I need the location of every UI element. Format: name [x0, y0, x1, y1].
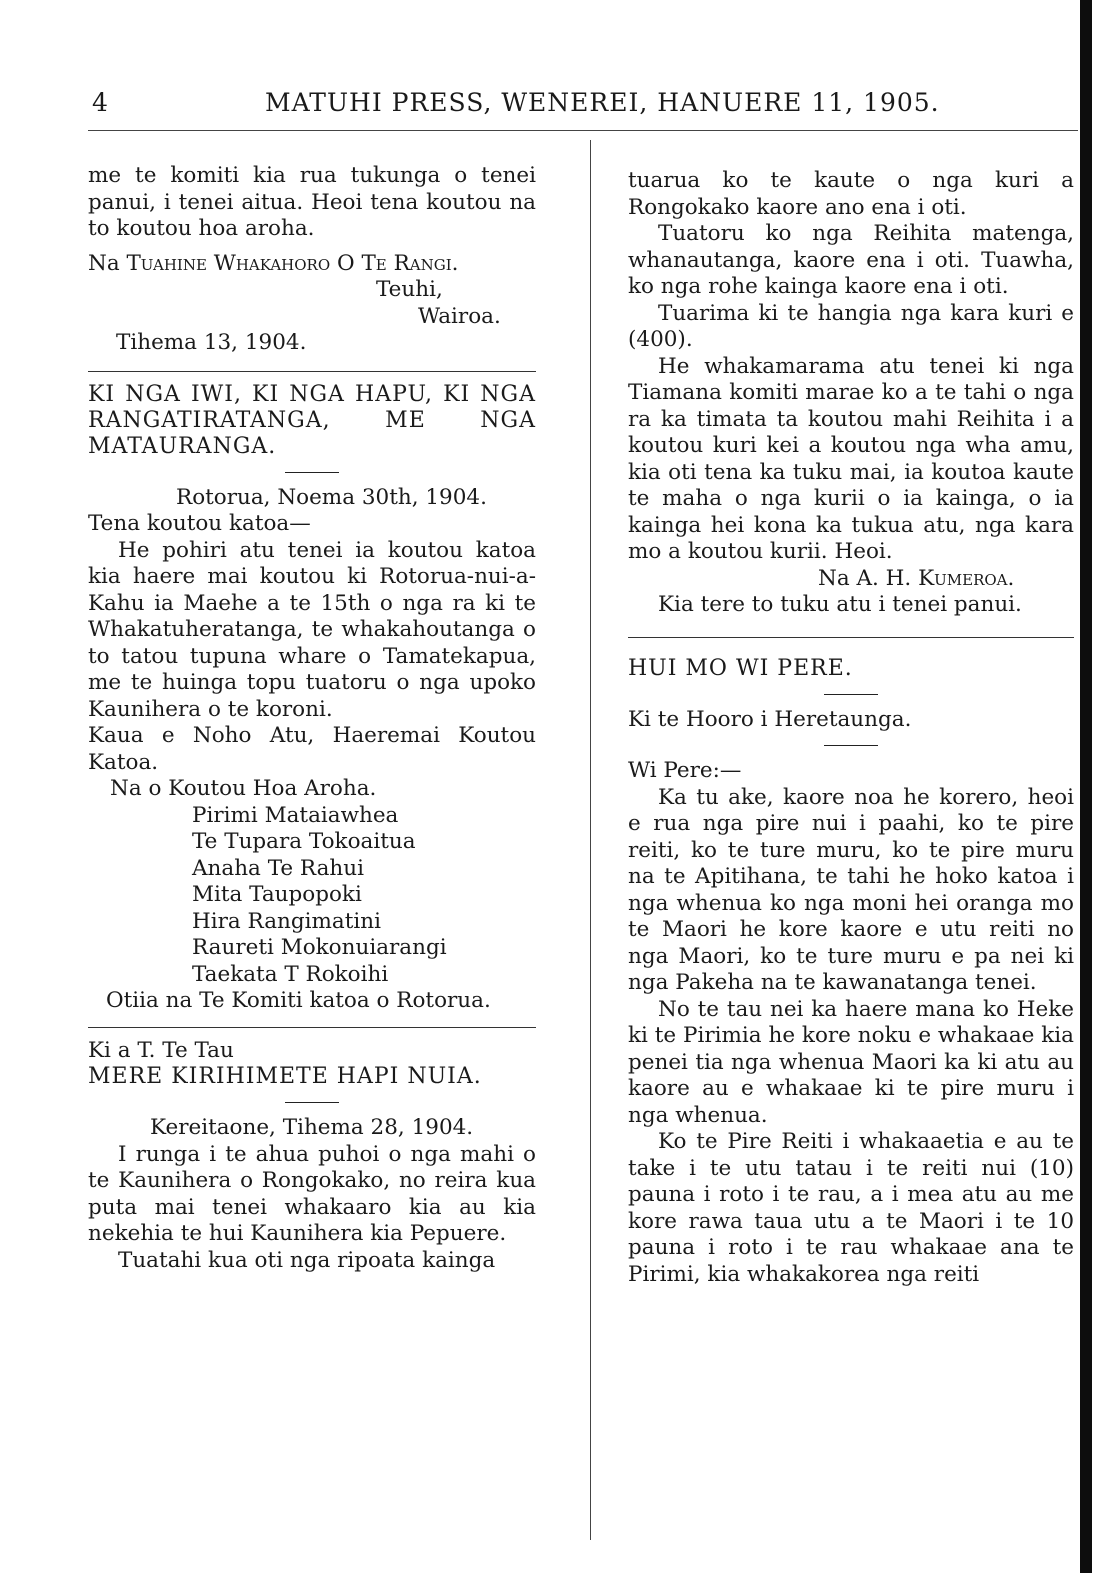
christmas-body-1: I runga i te ahua puhoi o nga mahi o te Kaunihera o Rongokako, no reira kua puta mai tenei whakaaro kia au kia nekehia te hui Kaunihera kia Pepuere. — [88, 1141, 536, 1246]
christmas-body-2: Tuatahi kua oti nga ripoata kainga — [118, 1247, 496, 1273]
letter-ending: me te komiti kia rua tukunga o tenei panui, i tenei aitua. Heoi tena koutou na to koutou hoa aroha. — [88, 163, 536, 241]
header-rule — [88, 130, 1078, 131]
gathering-closing-2: Na o Koutou Hoa Aroha. — [110, 776, 377, 801]
left-column — [88, 163, 536, 1274]
wi-pere-body-2: No te tau nei ka haere mana ko Heke ki te Pirimia he kore noku e whakaae kia penei tia nga whenua Maori ka ki atu au kaore au e whakaae ki te pire muru i nga whenua. — [628, 996, 1074, 1128]
letter-date: Tihema 13, 1904. — [116, 330, 307, 355]
signatory-name: Te Tupara Tokoaitua — [192, 829, 416, 854]
short-rule — [824, 694, 878, 695]
letter-place-line-2: Wairoa. — [418, 303, 501, 329]
wi-pere-body-3: Ko te Pire Reiti i whakaaetia e au te take i te utu tatau i te reiti nui (10) pauna i roto i te rau, a i mea atu au me kore rawa taua utu a te Maori i te 10 pauna i roto i te rau whakaae ana te Pirimi, kia whakakorea nga reiti — [628, 1129, 1074, 1287]
wi-pere-subheading: Ki te Hooro i Heretaunga. — [628, 706, 912, 732]
signatory-name: Anaha Te Rahui — [192, 855, 364, 881]
signatory-name: Pirimi Mataiawhea — [192, 802, 399, 828]
section-rule — [88, 1027, 536, 1028]
gathering-body: He pohiri atu tenei ia koutou katoa kia haere mai koutou ki Rotorua-nui-a-Kahu ia Maehe a te 15th o nga ra ki te Whakatuheratanga, te whakahoutanga o to tatou tupuna whare o Tamatekapua, me te huinga topu tuatoru o nga upoko Kaunihera o te koroni. — [88, 537, 536, 722]
report-para-4: He whakamarama atu tenei ki nga Tiamana komiti marae ko a te tahi o nga ra ka timata ta koutou mahi Reihita i a koutou kuri kei a koutou nga wha amu, kia oti tena ka tuku mai, ia koutoa kaute te maha o nga kurii o ia kainga, o ia kainga hei kona ka tukua atu, nga kara mo a koutou kurii. Heoi. — [628, 353, 1074, 564]
scan-edge-bar — [1080, 0, 1092, 1573]
gathering-closing-3: Otiia na Te Komiti katoa o Rotorua. — [106, 988, 491, 1013]
gathering-greeting: Tena koutou katoa— — [88, 511, 311, 536]
signatory-name: Raureti Mokonuiarangi — [192, 935, 447, 960]
signatory-name: Hira Rangimatini — [192, 908, 381, 934]
signatory-name: Mita Taupopoki — [192, 882, 362, 907]
report-note: Kia tere to tuku atu i tenei panui. — [658, 592, 1022, 617]
report-signature: Na A. H. Kumeroa. — [818, 565, 1015, 591]
letter-signature: Na Tuahine Whakahoro O Te Rangi. — [88, 250, 459, 276]
signatory-name: Taekata T Rokoihi — [192, 961, 389, 987]
gathering-closing-1: Kaua e Noho Atu, Haeremai Koutou Katoa. — [88, 723, 536, 775]
short-rule — [285, 1102, 339, 1103]
report-para-2: Tuatoru ko nga Reihita matenga, whanautanga, kaore ena i oti. Tuawha, ko nga rohe kainga kaore ena i oti. — [628, 221, 1074, 299]
signatory-list — [192, 803, 536, 989]
running-head: MATUHI PRESS, WENEREI, HANUERE 11, 1905. — [265, 88, 940, 117]
section-title-christmas: MERE KIRIHIMETE HAPI NUIA. — [88, 1064, 482, 1089]
short-rule — [285, 472, 339, 473]
report-para-1: tuarua ko te kaute o nga kuri a Rongokako kaore ano ena i oti. — [628, 168, 1074, 220]
wi-pere-body-1: Ka tu ake, kaore noa he korero, heoi e rua nga pire nui i paahi, ko te pire reiti, ko te ture muru, ko te pire muru na te Apitihana, te tahi he hoko katoa i nga whenua ko nga moni hei oranga mo te Maori he kore kaore e utu reiti no nga Maori, ko te ture muru e pa nei ki nga Pakeha na te kawanatanga tenei. — [628, 784, 1074, 995]
section-rule — [88, 371, 536, 372]
column-divider — [590, 140, 591, 1540]
section-title-wi-pere: HUI MO WI PERE. — [628, 655, 853, 681]
section-rule — [628, 637, 1074, 638]
short-rule — [824, 745, 878, 746]
page-number: 4 — [92, 88, 108, 117]
report-para-3: Tuarima ki te hangia nga kara kuri e (400). — [628, 300, 1074, 352]
right-column — [628, 168, 1074, 1288]
wi-pere-salutation: Wi Pere:— — [628, 758, 742, 783]
letter-place-line-1: Teuhi, — [376, 277, 443, 302]
gathering-dateline: Rotorua, Noema 30th, 1904. — [176, 484, 487, 510]
section-title-gathering: KI NGA IWI, KI NGA HAPU, KI NGA RANGATIRATANGA, ME NGA MATAURANGA. — [88, 381, 536, 459]
christmas-dateline: Kereitaone, Tihema 28, 1904. — [150, 1115, 474, 1140]
addressee-line: Ki a T. Te Tau — [88, 1037, 234, 1063]
